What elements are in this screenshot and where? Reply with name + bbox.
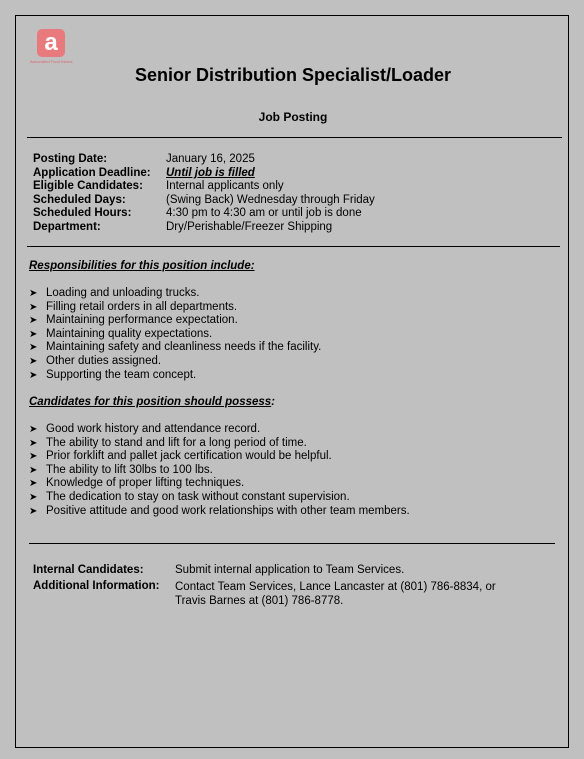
detail-value: Until job is filled [166,166,255,179]
qualifications-heading: Candidates for this position should possess: [29,396,276,408]
list-item: ➤ The ability to lift 30lbs to 100 lbs. [29,463,213,476]
qualifications-list [29,423,410,518]
detail-row [33,167,375,181]
responsibilities-list [29,287,321,382]
detail-row [33,194,375,208]
detail-label: Department: [33,220,101,233]
list-item: ➤ Positive attitude and good work relationships with other team members. [29,504,410,517]
detail-label: Scheduled Days: [33,193,126,206]
detail-row [33,221,375,235]
detail-value: Internal applicants only [166,180,284,193]
arrow-bullet-icon: ➤ [29,355,38,367]
list-item: ➤ Filling retail orders in all departments. [29,300,238,313]
contact-row [33,564,496,578]
detail-value: (Swing Back) Wednesday through Friday [166,193,375,206]
list-item: ➤ Good work history and attendance record. [29,423,261,435]
logo-text: Associated Food Stores [30,59,73,64]
page-title: Senior Distribution Specialist/Loader [134,65,452,85]
job-posting-page [15,15,569,748]
detail-label: Scheduled Hours: [33,207,132,220]
list-item: ➤ Other duties assigned. [29,354,162,367]
contact-section [33,564,496,608]
detail-label: Application Deadline: [33,166,151,179]
list-item: ➤ Prior forklift and pallet jack certification would be helpful. [29,450,332,463]
arrow-bullet-icon: ➤ [29,464,38,476]
list-item: ➤ Maintaining quality expectations. [29,327,213,340]
divider [27,246,560,247]
list-item: ➤ Maintaining performance expectation. [29,314,238,327]
contact-value: Submit internal application to Team Services. [175,564,405,576]
detail-label: Posting Date: [33,153,108,165]
arrow-bullet-icon: ➤ [29,301,38,313]
list-item: ➤ The dedication to stay on task without constant supervision. [29,490,350,503]
arrow-bullet-icon: ➤ [29,478,38,490]
company-logo: a [37,29,65,57]
page-subtitle: Job Posting [258,110,328,124]
detail-value: January 16, 2025 [166,153,255,165]
detail-label: Eligible Candidates: [33,180,143,193]
detail-row [33,153,375,167]
list-item: ➤ Maintaining safety and cleanliness needs if the facility. [29,341,322,354]
detail-row [33,207,375,221]
detail-row [33,180,375,194]
arrow-bullet-icon: ➤ [29,369,38,381]
contact-value: Contact Team Services, Lance Lancaster at (801) 786-8834, or Travis Barnes at (801) 786-8778. [175,580,496,607]
arrow-bullet-icon: ➤ [29,451,38,463]
list-item: ➤ Loading and unloading trucks. [29,287,200,299]
responsibilities-heading: Responsibilities for this position include: [29,260,255,272]
arrow-bullet-icon: ➤ [29,315,38,327]
list-item: ➤ Supporting the team concept. [29,368,197,381]
arrow-bullet-icon: ➤ [29,288,38,299]
detail-value: 4:30 pm to 4:30 am or until job is done [166,207,362,220]
list-item: ➤ The ability to stand and lift for a long period of time. [29,436,307,449]
arrow-bullet-icon: ➤ [29,491,38,503]
divider [27,137,562,138]
divider [29,543,555,544]
posting-details [33,153,375,235]
contact-row [33,580,496,608]
contact-label: Additional Information: [33,579,160,592]
contact-label: Internal Candidates: [33,564,144,576]
arrow-bullet-icon: ➤ [29,342,38,354]
arrow-bullet-icon: ➤ [29,437,38,449]
arrow-bullet-icon: ➤ [29,424,38,435]
detail-value: Dry/Perishable/Freezer Shipping [166,220,333,233]
arrow-bullet-icon: ➤ [29,328,38,340]
arrow-bullet-icon: ➤ [29,505,38,517]
list-item: ➤ Knowledge of proper lifting techniques. [29,477,245,490]
